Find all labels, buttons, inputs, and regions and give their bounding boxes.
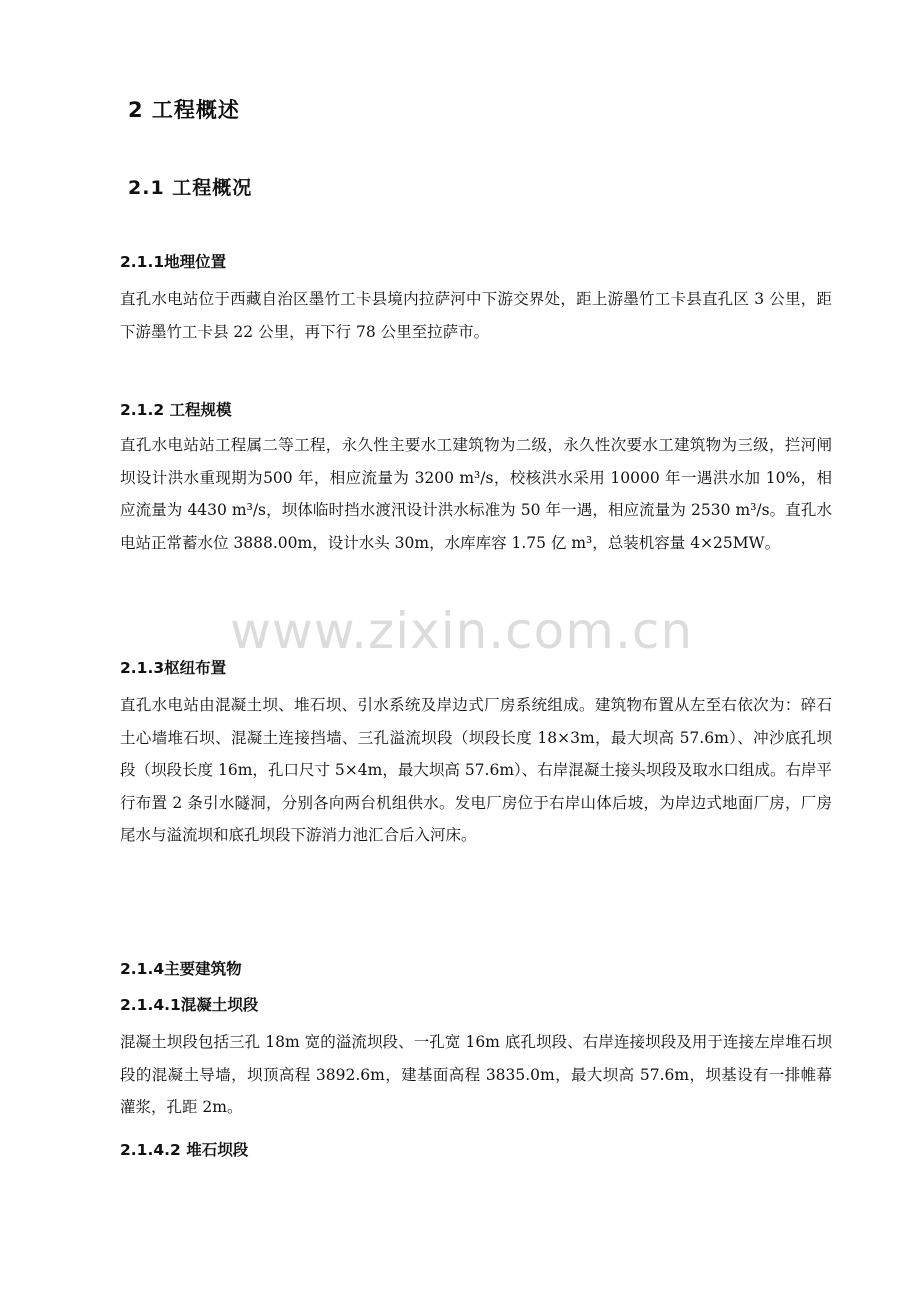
paragraph-location: 直孔水电站位于西藏自治区墨竹工卡县境内拉萨河中下游交界处，距上游墨竹工卡县直孔区 3 公里，距下游墨竹工卡县 22 公里，再下行 78 公里至拉萨市。 bbox=[120, 290, 832, 341]
section-heading: 2.1 工程概况 bbox=[128, 177, 253, 199]
subsubsection-heading-rockfill: 2.1.4.2 堆石坝段 bbox=[120, 1141, 249, 1159]
subsection-heading-scale: 2.1.2 工程规模 bbox=[120, 401, 232, 419]
subsection-heading-layout: 2.1.3枢纽布置 bbox=[120, 659, 227, 677]
subsection-heading-location: 2.1.1地理位置 bbox=[120, 253, 227, 271]
paragraph-concrete: 混凝土坝段包括三孔 18m 宽的溢流坝段、一孔宽 16m 底孔坝段、右岸连接坝段及用于连接左岸堆石坝段的混凝土导墙，坝顶高程 3892.6m，建基面高程 3835.0m，最大坝高 57.6m，坝基设有一排帷幕灌浆，孔距 2m。 bbox=[120, 1033, 832, 1116]
paragraph-layout: 直孔水电站由混凝土坝、堆石坝、引水系统及岸边式厂房系统组成。建筑物布置从左至右依次为：碎石土心墙堆石坝、混凝土连接挡墙、三孔溢流坝段（坝段长度 18×3m，最大坝高 57.6m）、冲沙底孔坝段（坝段长度 16m，孔口尺寸 5×4m，最大坝高 57.6m）、右岸混凝土接头坝段及取水口组成。右岸平行布置 2 条引水隧洞，分别各向两台机组供水。发电厂房位于右岸山体后坡，为岸边式地面厂房，厂房尾水与溢流坝和底孔坝段下游消力池汇合后入河床。 bbox=[120, 696, 832, 844]
subsection-heading-structures: 2.1.4主要建筑物 bbox=[120, 960, 242, 978]
subsubsection-heading-concrete: 2.1.4.1混凝土坝段 bbox=[120, 996, 259, 1014]
chapter-heading: 2 工程概述 bbox=[128, 98, 240, 122]
watermark: www.zixin.com.cn bbox=[230, 602, 694, 660]
paragraph-scale: 直孔水电站站工程属二等工程，永久性主要水工建筑物为二级，永久性次要水工建筑物为三级，拦河闸坝设计洪水重现期为500 年，相应流量为 3200 m³/s，校核洪水采用 10000 年一遇洪水加 10%，相应流量为 4430 m³/s，坝体临时挡水渡汛设计洪水标准为 50 年一遇，相应流量为 2530 m³/s。直孔水电站正常蓄水位 3888.00m，设计水头 30m，水库库容 1.75 亿 m³，总装机容量 4×25MW。 bbox=[120, 436, 832, 552]
